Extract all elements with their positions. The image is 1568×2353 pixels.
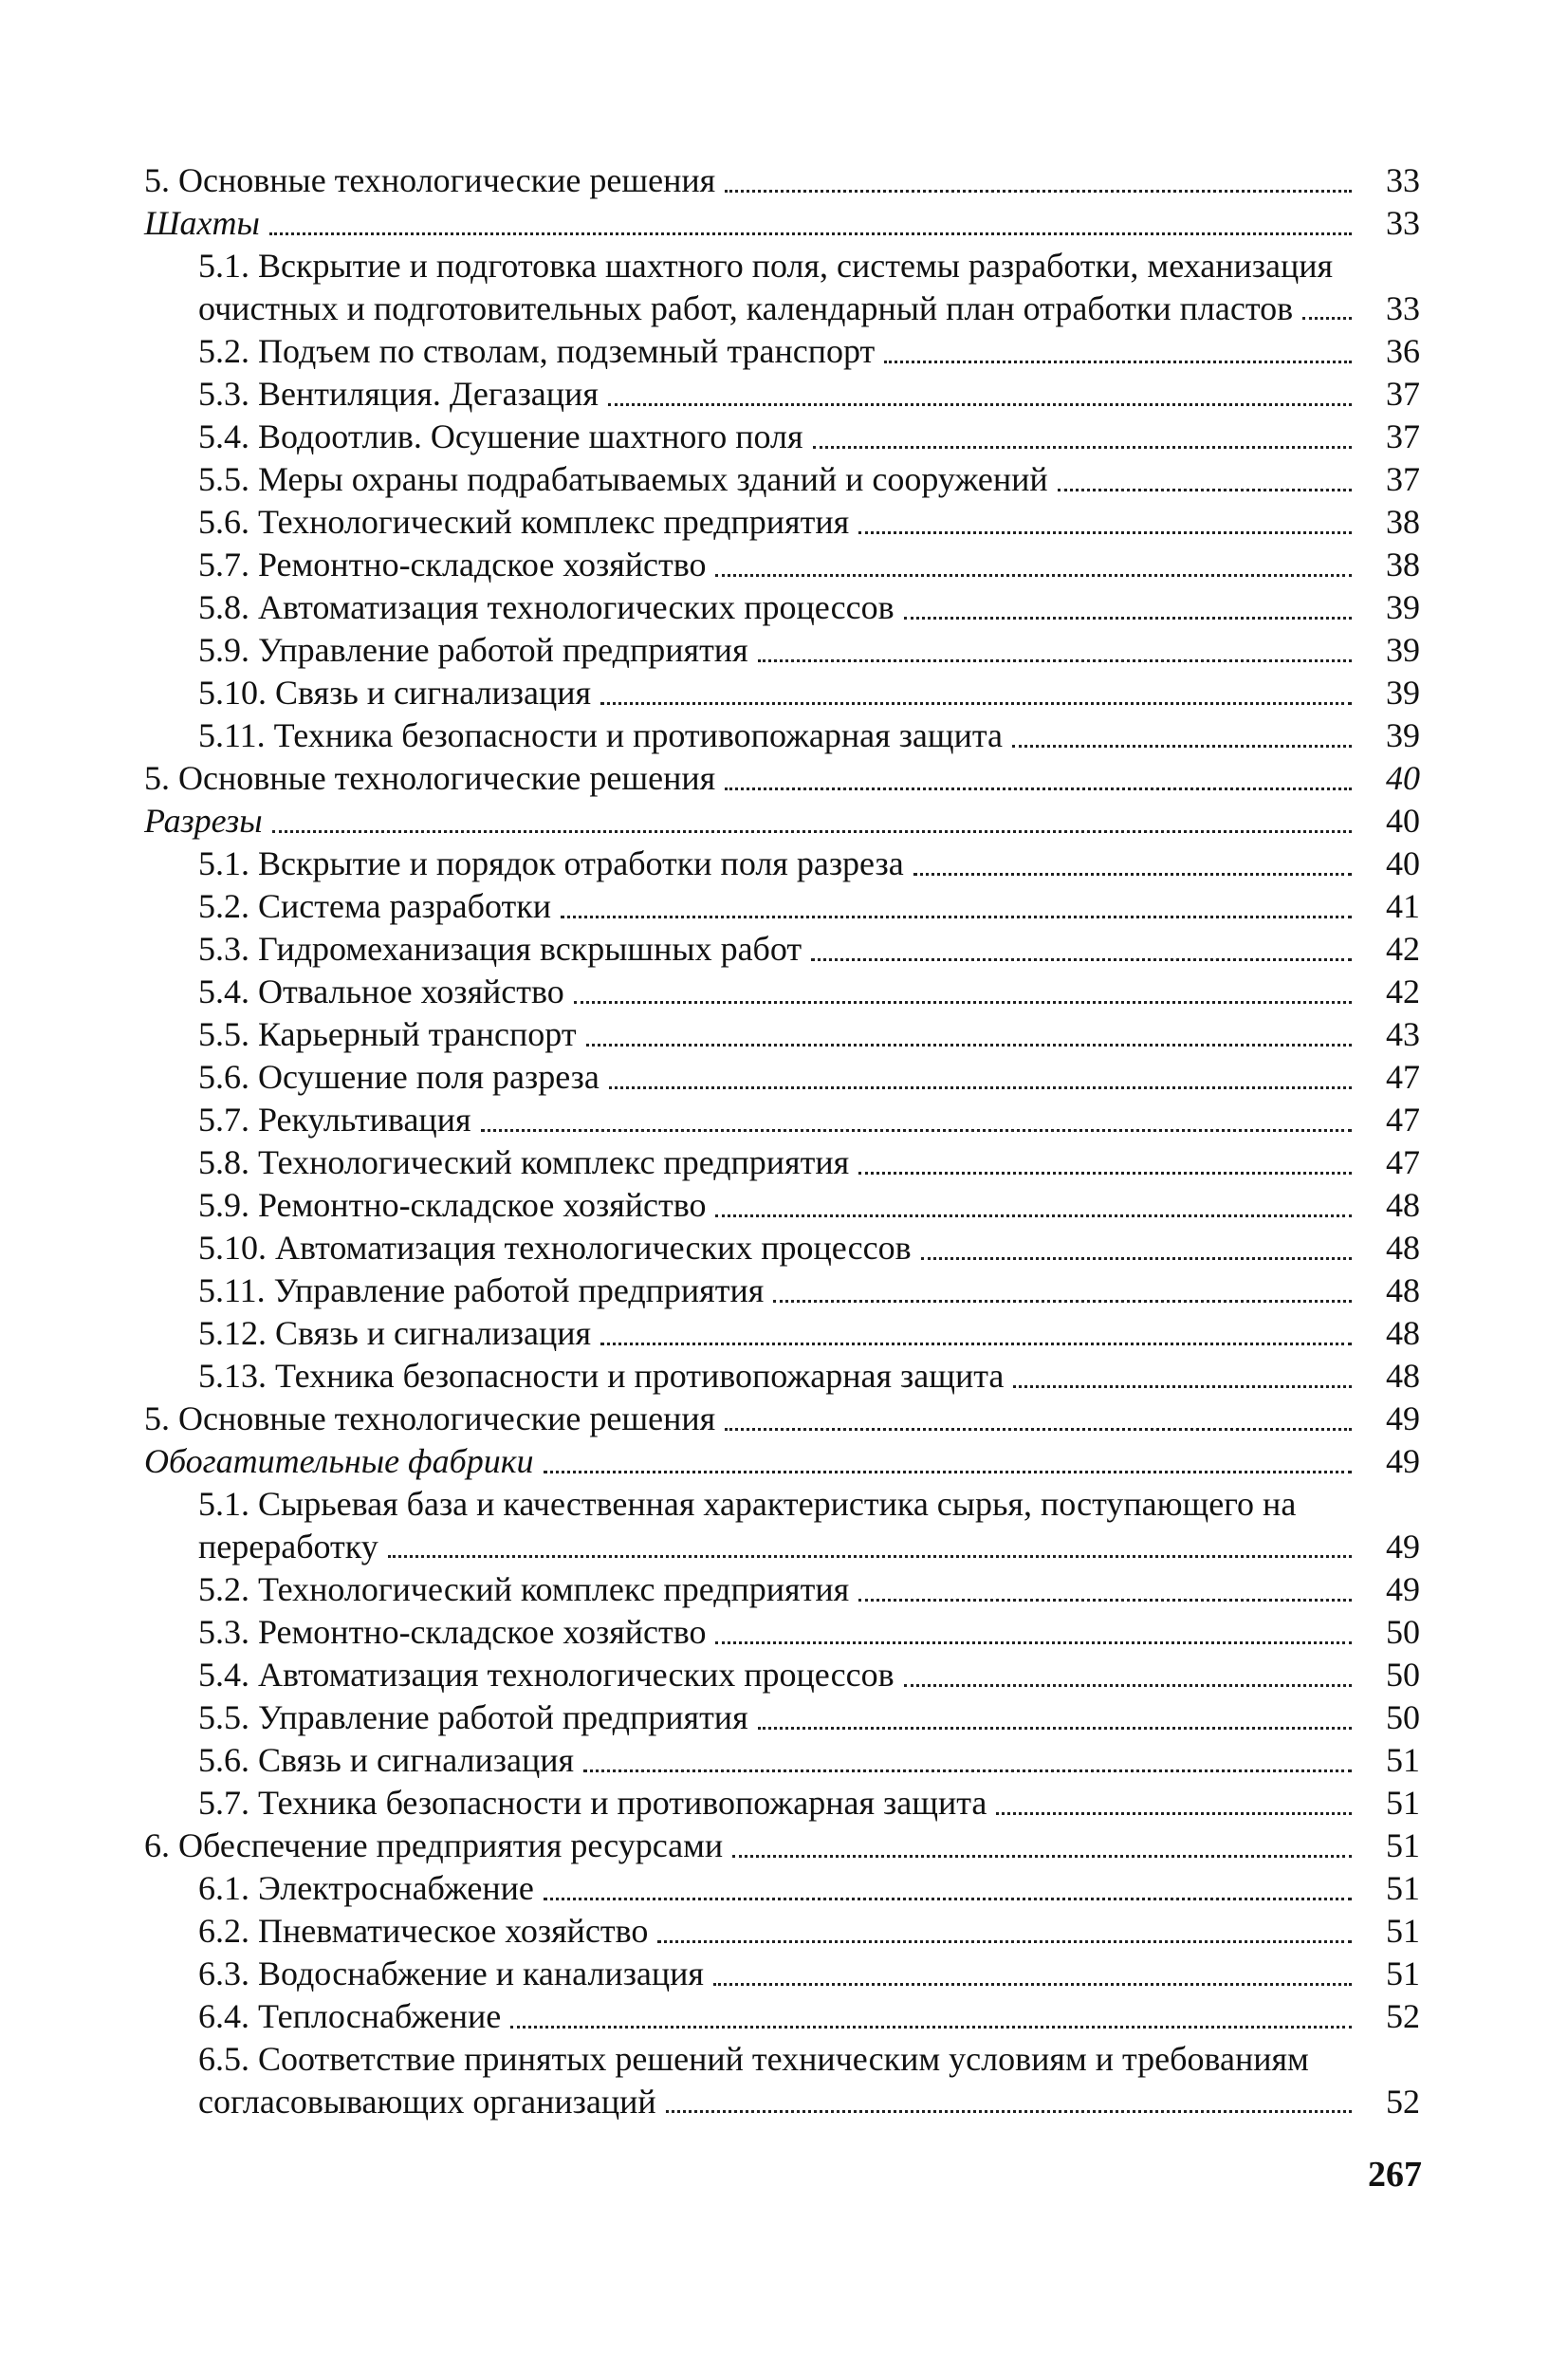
toc-entry (144, 629, 1420, 672)
toc-entry-page: 38 (1386, 503, 1420, 541)
dot-leader (725, 1428, 1352, 1431)
toc-entry-page: 48 (1386, 1314, 1420, 1352)
toc-entry-page: 51 (1386, 1955, 1420, 1992)
toc-entry (144, 1782, 1420, 1825)
toc-entry-page: 33 (1386, 289, 1420, 327)
toc-entry-page: 50 (1386, 1656, 1420, 1694)
toc-entry-title: 5.5. Меры охраны подрабатываемых зданий и сооружений (198, 460, 1048, 498)
toc-entry-title: 5.1. Вскрытие и подготовка шахтного поля, системы разработки, механизация очистных и подготовительных работ, календарный план отработки пластов (198, 247, 1334, 327)
dot-leader (1058, 489, 1352, 491)
toc-entry-title: 5.6. Связь и сигнализация (198, 1741, 575, 1779)
dot-leader (388, 1555, 1352, 1558)
toc-entry-title: 5.7. Ремонтно-складское хозяйство (198, 546, 707, 584)
toc-entry-title: 5.3. Вентиляция. Дегазация (198, 375, 599, 413)
toc-entry-title: 5.6. Осушение поля разреза (198, 1058, 600, 1096)
dot-leader (715, 574, 1352, 577)
toc-entry-page: 49 (1386, 1570, 1420, 1608)
toc-entry (144, 1398, 1420, 1440)
toc-entry (144, 714, 1420, 757)
toc-entry (144, 971, 1420, 1013)
dot-leader (858, 531, 1352, 534)
toc-entry-page: 51 (1386, 1826, 1420, 1864)
toc-entry-page: 48 (1386, 1186, 1420, 1224)
toc-entry (144, 159, 1420, 202)
toc-entry-title: Разрезы (144, 802, 263, 840)
toc-entry-title: 5.9. Управление работой предприятия (198, 631, 748, 669)
dot-leader (725, 190, 1352, 193)
toc-entry-page: 33 (1386, 204, 1420, 242)
dot-leader (657, 1940, 1352, 1943)
toc-entry (144, 1269, 1420, 1312)
dot-leader (574, 1001, 1352, 1004)
toc-entry-page: 47 (1386, 1058, 1420, 1096)
toc-entry (144, 586, 1420, 629)
toc-entry-page: 50 (1386, 1698, 1420, 1736)
toc-entry (144, 1483, 1420, 1568)
dot-leader (608, 403, 1352, 406)
dot-leader (904, 1684, 1352, 1687)
dot-leader (858, 1172, 1352, 1175)
toc-entry-page: 40 (1386, 802, 1420, 840)
toc-entry (144, 1099, 1420, 1141)
dot-leader (481, 1129, 1352, 1132)
toc-entry-page: 48 (1386, 1229, 1420, 1267)
toc-entry-page: 38 (1386, 546, 1420, 584)
dot-leader (544, 1471, 1352, 1473)
toc-entry-title: 5.5. Управление работой предприятия (198, 1698, 748, 1736)
dot-leader (713, 1983, 1352, 1986)
toc-entry (144, 800, 1420, 843)
toc-entry-page: 51 (1386, 1912, 1420, 1950)
toc-entry (144, 544, 1420, 586)
toc-entry-title: 5.3. Ремонтно-складское хозяйство (198, 1613, 707, 1651)
toc-entry (144, 1141, 1420, 1184)
dot-leader (510, 2026, 1352, 2029)
toc-entry-title: 5.12. Связь и сигнализация (198, 1314, 592, 1352)
toc-entry (144, 1184, 1420, 1227)
toc-entry-title: 5.10. Связь и сигнализация (198, 674, 592, 712)
toc-entry (144, 885, 1420, 928)
toc-entry-title: 5.5. Карьерный транспорт (198, 1015, 577, 1053)
toc-entry (144, 245, 1420, 330)
toc-entry-title: 5.7. Рекультивация (198, 1101, 471, 1139)
dot-leader (884, 361, 1352, 363)
toc-entry-page: 47 (1386, 1143, 1420, 1181)
toc-entry-page: 39 (1386, 716, 1420, 754)
toc-entry (144, 757, 1420, 800)
toc-entry (144, 330, 1420, 373)
toc-entry-title: Обогатительные фабрики (144, 1442, 534, 1480)
toc-entry (144, 458, 1420, 501)
toc-entry-page: 41 (1386, 887, 1420, 925)
toc-entry (144, 1013, 1420, 1056)
dot-leader (858, 1599, 1352, 1602)
dot-leader (715, 1641, 1352, 1644)
toc-entry-page: 51 (1386, 1784, 1420, 1822)
toc-entry-title: 6.1. Электроснабжение (198, 1869, 534, 1907)
toc-entry-title: 5.8. Автоматизация технологических процессов (198, 588, 895, 626)
toc-entry-page: 48 (1386, 1271, 1420, 1309)
toc-entry (144, 1355, 1420, 1398)
dot-leader (561, 916, 1352, 918)
toc-entry-page: 39 (1386, 588, 1420, 626)
toc-entry-page: 50 (1386, 1613, 1420, 1651)
dot-leader (732, 1855, 1352, 1858)
dot-leader (1012, 745, 1352, 748)
dot-leader (269, 232, 1352, 235)
dot-leader (758, 659, 1352, 662)
toc-entry (144, 1568, 1420, 1611)
dot-leader (600, 702, 1352, 705)
toc-entry-page: 37 (1386, 460, 1420, 498)
toc-entry (144, 1440, 1420, 1483)
dot-leader (1013, 1385, 1352, 1388)
toc-entry-title: 6.3. Водоснабжение и канализация (198, 1955, 704, 1992)
toc-entry (144, 672, 1420, 714)
dot-leader (811, 958, 1352, 961)
dot-leader (609, 1086, 1352, 1089)
toc-entry (144, 1056, 1420, 1099)
toc-entry (144, 1910, 1420, 1953)
toc-entry (144, 843, 1420, 885)
toc-entry-page: 48 (1386, 1357, 1420, 1395)
dot-leader (583, 1769, 1352, 1772)
dot-leader (272, 830, 1352, 833)
toc-entry-title: 6.4. Теплоснабжение (198, 1997, 502, 2035)
toc-entry-page: 37 (1386, 375, 1420, 413)
dot-leader (1302, 317, 1352, 320)
toc-entry (144, 416, 1420, 458)
toc-entry-title: 5.11. Управление работой предприятия (198, 1271, 765, 1309)
dot-leader (904, 617, 1352, 620)
toc-entry-title: 5.2. Подъем по стволам, подземный транспорт (198, 332, 876, 370)
toc-entry-title: 5. Основные технологические решения (144, 1399, 716, 1437)
toc-entry-page: 52 (1386, 2083, 1420, 2121)
toc-entry-page: 33 (1386, 161, 1420, 199)
page-number: 267 (1368, 2155, 1422, 2195)
toc-entry-page: 39 (1386, 674, 1420, 712)
toc-entry (144, 373, 1420, 416)
toc-entry-title: 5.1. Вскрытие и порядок отработки поля разреза (198, 844, 904, 882)
toc-entry (144, 1739, 1420, 1782)
toc-entry-title: 5.13. Техника безопасности и противопожарная защита (198, 1357, 1005, 1395)
table-of-contents (144, 159, 1420, 2123)
toc-entry (144, 928, 1420, 971)
toc-entry-page: 49 (1386, 1399, 1420, 1437)
dot-leader (913, 873, 1352, 876)
toc-entry-title: 5.6. Технологический комплекс предприятия (198, 503, 850, 541)
dot-leader (921, 1257, 1352, 1260)
toc-entry-title: 6. Обеспечение предприятия ресурсами (144, 1826, 724, 1864)
toc-entry-title: 5. Основные технологические решения (144, 161, 716, 199)
toc-entry (144, 1825, 1420, 1867)
toc-entry-title: 5.2. Система разработки (198, 887, 551, 925)
toc-entry-page: 40 (1386, 759, 1420, 797)
toc-entry-page: 47 (1386, 1101, 1420, 1139)
dot-leader (544, 1898, 1352, 1900)
dot-leader (773, 1300, 1352, 1303)
toc-entry (144, 501, 1420, 544)
dot-leader (725, 787, 1352, 790)
toc-entry-title: Шахты (144, 204, 260, 242)
toc-entry-page: 37 (1386, 417, 1420, 455)
toc-entry-title: 5.11. Техника безопасности и противопожарная защита (198, 716, 1004, 754)
toc-entry-title: 5. Основные технологические решения (144, 759, 716, 797)
toc-entry-page: 49 (1386, 1528, 1420, 1566)
toc-entry (144, 1696, 1420, 1739)
toc-entry-page: 52 (1386, 1997, 1420, 2035)
toc-entry-page: 39 (1386, 631, 1420, 669)
toc-entry-title: 5.9. Ремонтно-складское хозяйство (198, 1186, 707, 1224)
toc-entry-title: 5.7. Техника безопасности и противопожарная защита (198, 1784, 987, 1822)
toc-entry-title: 6.5. Соответствие принятых решений техническим условиям и требованиям согласовывающих организаций (198, 2040, 1309, 2121)
toc-entry (144, 1312, 1420, 1355)
toc-entry (144, 2038, 1420, 2123)
toc-entry-page: 42 (1386, 973, 1420, 1010)
toc-entry-title: 5.10. Автоматизация технологических процессов (198, 1229, 912, 1267)
toc-entry-title: 5.4. Отвальное хозяйство (198, 973, 564, 1010)
toc-entry-title: 5.3. Гидромеханизация вскрышных работ (198, 930, 802, 968)
toc-entry (144, 1611, 1420, 1654)
dot-leader (813, 446, 1352, 449)
toc-entry (144, 202, 1420, 245)
toc-entry-title: 5.2. Технологический комплекс предприятия (198, 1570, 850, 1608)
dot-leader (666, 2110, 1352, 2113)
toc-entry-title: 5.4. Автоматизация технологических процессов (198, 1656, 895, 1694)
toc-entry-page: 36 (1386, 332, 1420, 370)
toc-entry-title: 5.4. Водоотлив. Осушение шахтного поля (198, 417, 803, 455)
dot-leader (996, 1812, 1352, 1815)
dot-leader (586, 1044, 1352, 1047)
toc-entry-title: 5.1. Сырьевая база и качественная характеристика сырья, поступающего на переработку (198, 1485, 1297, 1566)
toc-entry (144, 1953, 1420, 1995)
toc-entry-page: 43 (1386, 1015, 1420, 1053)
toc-entry-title: 6.2. Пневматическое хозяйство (198, 1912, 649, 1950)
dot-leader (758, 1727, 1352, 1730)
dot-leader (715, 1214, 1352, 1217)
toc-entry (144, 1654, 1420, 1696)
toc-entry-page: 51 (1386, 1869, 1420, 1907)
toc-entry-title: 5.8. Технологический комплекс предприятия (198, 1143, 850, 1181)
toc-entry (144, 1867, 1420, 1910)
toc-entry-page: 51 (1386, 1741, 1420, 1779)
toc-entry (144, 1995, 1420, 2038)
toc-entry-page: 42 (1386, 930, 1420, 968)
toc-entry (144, 1227, 1420, 1269)
dot-leader (600, 1343, 1352, 1345)
toc-entry-page: 40 (1386, 844, 1420, 882)
toc-entry-page: 49 (1386, 1442, 1420, 1480)
